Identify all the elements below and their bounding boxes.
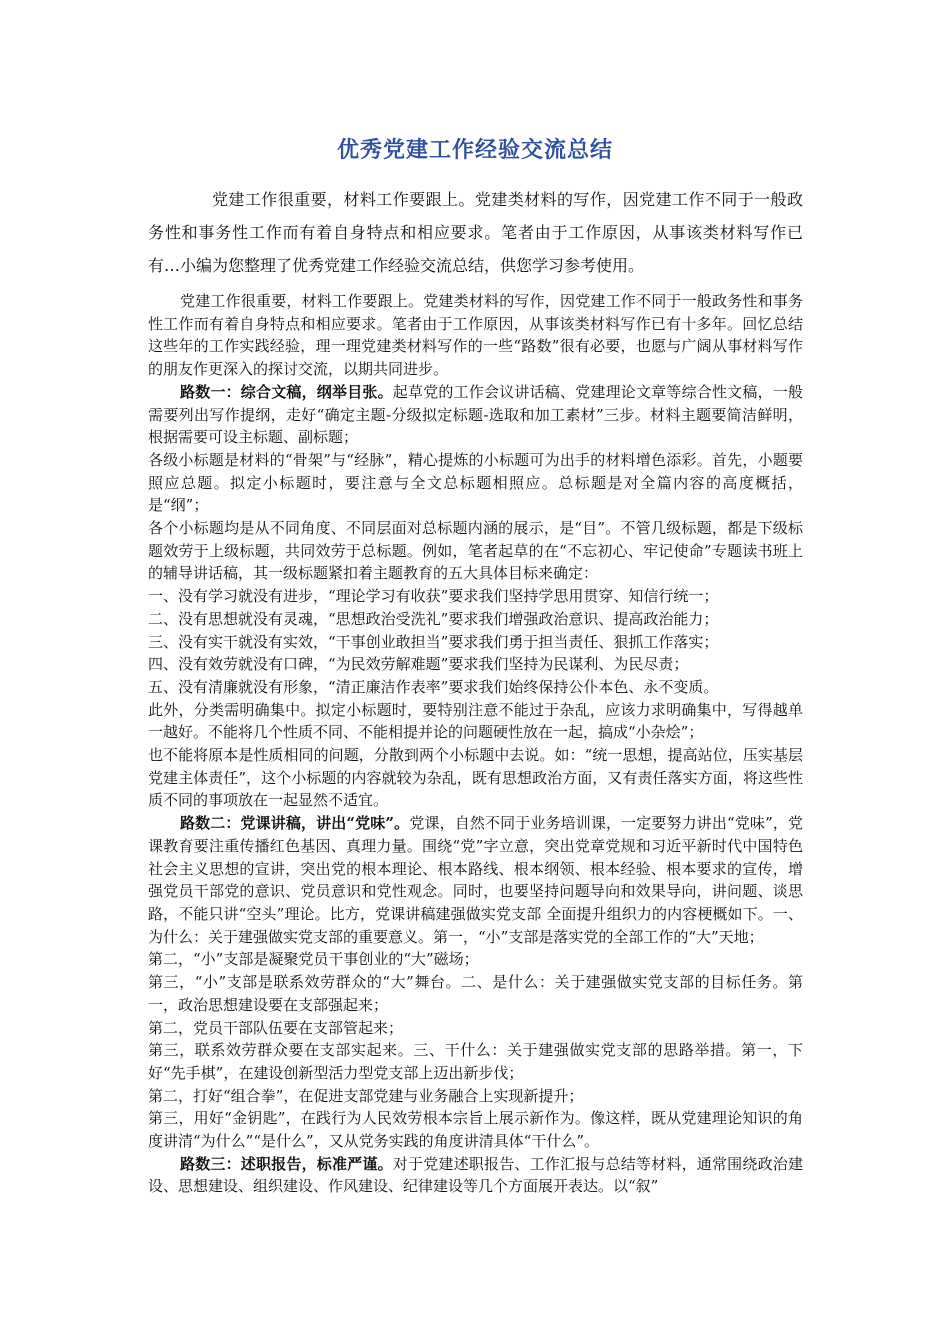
section-three-heading: 路数三：述职报告，标准严谨。 bbox=[180, 1154, 393, 1173]
body-paragraph: 各级小标题是材料的“骨架”与“经脉”，精心提炼的小标题可为出手的材料增色添彩。首先，小题要照应总题。拟定小标题时，要注意与全文总标题相照应。总标题是对全篇内容的高度概括，是“纲”； bbox=[148, 450, 803, 515]
body-paragraph: 第二，“小”支部是凝聚党员干事创业的“大”磁场； bbox=[148, 950, 479, 969]
list-item: 二、没有思想就没有灵魂，“思想政治受洗礼”要求我们增强政治意识、提高政治能力； bbox=[148, 609, 719, 628]
section-two-paragraph bbox=[148, 812, 803, 948]
section-two-heading: 路数二：党课讲稿，讲出“党味”。 bbox=[180, 814, 410, 833]
section-one-heading: 路数一：综合文稿，纲举目张。 bbox=[180, 382, 393, 401]
body-paragraph: 第二，打好“组合拳”，在促进支部党建与业务融合上实现新提升； bbox=[148, 1086, 584, 1105]
section-three-text: 对于党建述职报告、工作汇报与总结等材料，通常围绕政治建设、思想建设、组织建设、作风建设、纪律建设等几个方面展开表达。以“叙” bbox=[148, 1154, 803, 1196]
body-paragraph: 各个小标题均是从不同角度、不同层面对总标题内涵的展示，是“目”。不管几级标题，都是下级标题效劳于上级标题，共同效劳于总标题。例如，笔者起草的在“不忘初心、牢记使命”专题读书班上的辅导讲话稿，其一级标题紧扣着主题教育的五大具体目标来确定： bbox=[148, 519, 803, 583]
section-three-paragraph bbox=[148, 1153, 803, 1198]
intro-paragraph: 党建工作很重要，材料工作要跟上。党建类材料的写作，因党建工作不同于一般政务性和事务性工作而有着自身特点和相应要求。笔者由于工作原因，从事该类材料写作已有…小编为您整理了优秀党建工作经验交流总结，供您学习参考使用。 bbox=[148, 190, 803, 275]
body-paragraph: 第三，联系效劳群众要在支部实起来。三、干什么：关于建强做实党支部的思路举措。第一，下好“先手棋”，在建设创新型活力型党支部上迈出新步伐； bbox=[148, 1041, 803, 1082]
section-two-text: 党课，自然不同于业务培训课，一定要努力讲出“党味”，党课教育要注重传播红色基因、真理力量。围绕“党”字立意，突出党章党规和习近平新时代中国特色社会主义思想的宣讲，突出党的根本理论、根本路线、根本纲领、根本经验、根本要求的宣传，增强党员干部党的意识、党员意识和党性观念。同时，也要坚持问题导向和效果导向，讲问题、谈思路，不能只讲“空头”理论。比方，党课讲稿建强做实党支部 全面提升组织力的内容梗概如下。一、为什么：关于建强做实党支部的重要意义。第一，“小”支部是落实党的全部工作的“大”天地； bbox=[148, 814, 803, 946]
document-title: 优秀党建工作经验交流总结 bbox=[336, 138, 613, 163]
body-paragraph: 第三，“小”支部是联系效劳群众的“大”舞台。二、是什么：关于建强做实党支部的目标任务。第一，政治思想建设要在支部强起来； bbox=[148, 973, 803, 1014]
list-item: 三、没有实干就没有实效，“干事创业敢担当”要求我们勇于担当责任、狠抓工作落实； bbox=[148, 632, 719, 651]
list-item: 五、没有清廉就没有形象，“清正廉洁作表率”要求我们始终保持公仆本色、永不变质。 bbox=[148, 677, 719, 696]
body-paragraph: 此外，分类需明确集中。拟定小标题时，要特别注意不能过于杂乱，应该力求明确集中，写得越单一越好。不能将几个性质不同、不能相提并论的问题硬性放在一起，搞成“小杂烩”； bbox=[148, 700, 803, 742]
body-paragraph: 也不能将原本是性质相同的问题，分散到两个小标题中去说。如：“统一思想，提高站位，压实基层党建主体责任”，这个小标题的内容就较为杂乱，既有思想政治方面，又有责任落实方面，将这些性质不同的事项放在一起显然不适宜。 bbox=[148, 746, 803, 810]
section-one-paragraph bbox=[148, 381, 803, 449]
body-paragraph: 党建工作很重要，材料工作要跟上。党建类材料的写作，因党建工作不同于一般政务性和事务性工作而有着自身特点和相应要求。笔者由于工作原因，从事该类材料写作已有十多年。回忆总结这些年的工作实践经验，理一理党建类材料写作的一些“路数”很有必要，也愿与广阔从事材料写作的朋友作更深入的探讨交流，以期共同进步。 bbox=[148, 292, 803, 379]
section-one-text: 起草党的工作会议讲话稿、党建理论文章等综合性文稿，一般需要列出写作提纲，走好“确定主题-分级拟定标题-选取和加工素材”三步。材料主题要简洁鲜明，根据需要可设主标题、副标题； bbox=[148, 382, 803, 447]
document-body bbox=[148, 290, 803, 1198]
list-item: 四、没有效劳就没有口碑，“为民效劳解难题”要求我们坚持为民谋利、为民尽责； bbox=[148, 655, 689, 674]
body-paragraph: 第三，用好“金钥匙”，在践行为人民效劳根本宗旨上展示新作为。像这样，既从党建理论知识的角度讲清“为什么”“是什么”，又从党务实践的角度讲清具体“干什么”。 bbox=[148, 1109, 803, 1151]
body-paragraph: 第二，党员干部队伍要在支部管起来； bbox=[148, 1018, 404, 1037]
list-item: 一、没有学习就没有进步，“理论学习有收获”要求我们坚持学思用贯穿、知信行统一； bbox=[148, 587, 719, 606]
